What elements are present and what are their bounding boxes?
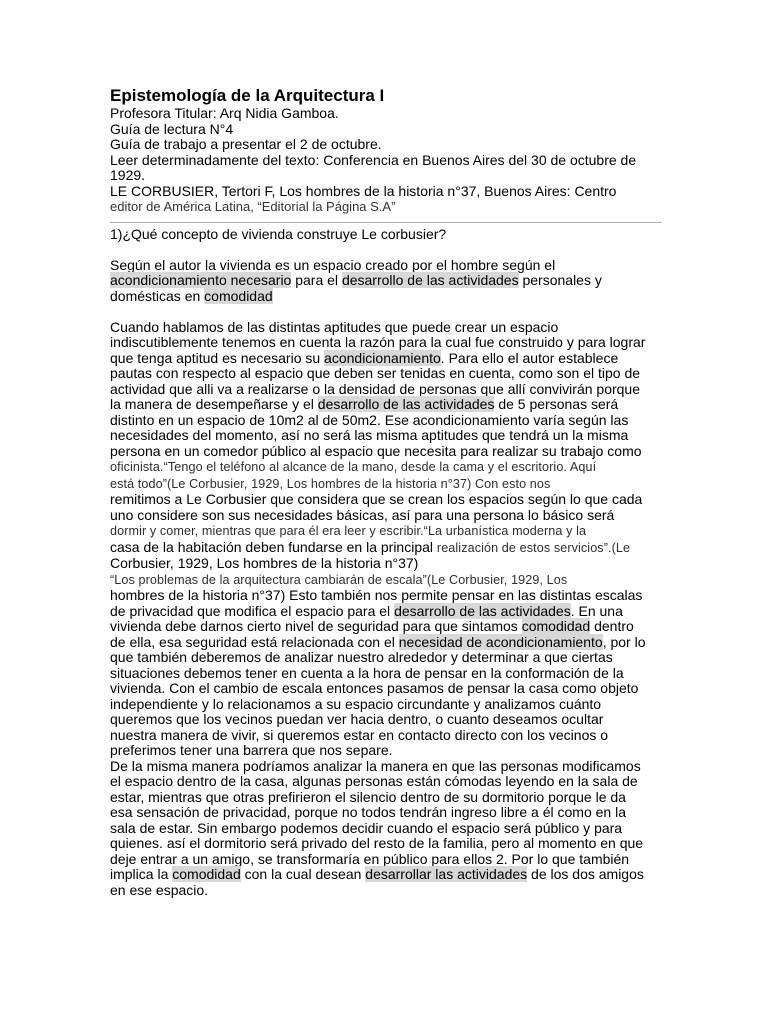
text-segment: casa de la habitación deben fundarse en la principal: [110, 538, 437, 555]
text-segment: persona en un comedor público al espacio que necesita para realizar su trabajo como: [110, 442, 642, 459]
text-segment: Según el autor la vivienda es un espacio creado por el hombre según el: [110, 256, 556, 273]
header-block: [110, 106, 662, 215]
text-line: [110, 413, 662, 429]
highlighted-phrase: desarrollo de las actividades: [317, 396, 495, 412]
question-text: 1)¿Qué concepto de vivienda construye Le corbusier?: [110, 225, 447, 242]
text-line: [110, 805, 662, 821]
text-segment: con la cual desean: [240, 866, 366, 882]
text-line: [110, 273, 662, 289]
header-line: Profesora Titular: Arq Nidia Gamboa.: [110, 105, 339, 121]
text-segment: implica la: [110, 866, 173, 882]
text-segment: personales y: [518, 272, 602, 288]
document-content: [110, 86, 662, 898]
text-line: [110, 428, 662, 444]
section-divider: [110, 222, 662, 223]
text-segment: indiscutiblemente tenemos en cuenta la razón para la cual fue construido y para lograr: [110, 334, 646, 350]
text-segment: sala de estar. Sin embargo podemos decidir cuando el espacio será público y para: [110, 819, 623, 836]
text-line: [110, 320, 662, 336]
text-line: [110, 492, 662, 508]
text-line: [110, 774, 662, 790]
text-segment: el espacio dentro de la casa, algunas personas están cómodas leyendo en la sala de: [110, 773, 638, 789]
highlighted-phrase: acondicionamiento necesario: [110, 272, 292, 288]
header-line: LE CORBUSIER, Tertori F, Los hombres de la historia n°37, Buenos Aires: Centro: [110, 182, 617, 199]
text-segment: está todo”(Le Corbusier, 1929, Los hombres de la historia n°37) Con esto nos: [110, 476, 551, 491]
text-line: [110, 790, 662, 806]
text-segment: de 5 personas será: [494, 396, 619, 412]
text-line: [110, 540, 662, 557]
text-segment: la manera de desempeñarse y el: [110, 396, 318, 412]
text-segment: realización de estos servicios”.(Le: [436, 540, 631, 555]
paragraph-gap: [110, 304, 662, 320]
text-segment: independiente y lo relacionamos a su espacio circundante y analizamos cuánto: [110, 695, 602, 712]
text-segment: De la misma manera podríamos analizar la manera en que las personas modificamos: [110, 757, 641, 774]
text-segment: queremos que los vecinos puedan ver hacia dentro, o cuanto deseamos ocultar: [110, 711, 604, 727]
text-segment: de los dos amigos: [527, 866, 644, 882]
text-segment: vivienda. Con el cambio de escala entonces pasamos de pensar la casa como objeto: [110, 680, 639, 696]
paragraph-1: [110, 258, 662, 305]
text-segment: esa sensación de privacidad, porque no todos tendrán ingreso libre a él como en la: [110, 804, 626, 820]
header-line: Leer determinadamente del texto: Conferencia en Buenos Aires del 30 de octubre de: [110, 151, 637, 168]
text-segment: actividad que alli va a realizarse o la densidad de personas que allí convivirán porque: [110, 380, 640, 397]
highlighted-phrase: desarrollar las actividades: [365, 866, 528, 882]
text-line: [110, 335, 662, 351]
text-segment: Corbusier, 1929, Los hombres de la historia n°37): [110, 555, 419, 571]
text-segment: nuestra manera de vivir, si queremos estar en contacto directo con los vecinos o: [110, 726, 609, 743]
text-line: [110, 556, 662, 572]
text-segment: remitimos a Le Corbusier que considera que se crean los espacios según lo que cada: [110, 491, 643, 507]
text-segment: estar, mientras que otras prefirieron el silencio dentro de su dormitorio porque le da: [110, 788, 626, 805]
text-line: [110, 759, 662, 775]
text-line: [110, 883, 662, 899]
text-line: [110, 523, 662, 540]
text-segment: necesidades del momento, así no será las misma aptitudes que tendrá un la misma: [110, 427, 629, 443]
text-line: [110, 821, 662, 837]
text-segment: de privacidad que modifica el espacio para el: [110, 602, 395, 619]
text-segment: . Para ello el autor establece: [440, 349, 619, 366]
text-line: [110, 588, 662, 604]
text-line: [110, 444, 662, 460]
highlighted-phrase: desarrollo de las actividades: [341, 272, 519, 288]
text-line: [110, 366, 662, 382]
text-line: [110, 258, 662, 274]
paragraph-gap: [110, 242, 662, 258]
text-segment: “Los problemas de la arquitectura cambiarán de escala”(Le Corbusier, 1929, Los: [110, 572, 568, 587]
text-line: [110, 867, 662, 883]
text-line: [110, 351, 662, 367]
header-line: editor de América Latina, “Editorial la Página S.A”: [110, 199, 396, 214]
text-segment: , por lo: [602, 633, 646, 650]
text-segment: deje entrar a un amigo, se transformaría en público para ellos 2. Por lo que también: [110, 850, 630, 867]
text-segment: dormir y comer, mientras que para él era leer y escribir.“La urbanística moderna y la: [110, 524, 587, 538]
text-segment: hombres de la historia n°37) Esto también nos permite pensar en las distintas escalas: [110, 587, 643, 603]
text-line: [110, 508, 662, 524]
text-line: [110, 619, 662, 635]
text-line: [110, 666, 662, 682]
text-segment: situaciones debemos tener en cuenta a la hora de pensar en la conformación de la: [110, 664, 624, 681]
header-line: 1929.: [110, 167, 146, 183]
text-segment: dentro: [590, 618, 634, 634]
text-segment: domésticas en: [110, 287, 205, 304]
text-line: [110, 712, 662, 728]
highlighted-phrase: comodidad: [172, 866, 241, 882]
text-segment: que tenga aptitud es necesario su: [110, 349, 325, 366]
text-line: [110, 852, 662, 868]
text-segment: quienes. así el dormitorio será privado del resto de la familia, pero al momento en que: [110, 835, 644, 851]
text-segment: vivienda debe darnos cierto nivel de seguridad para que sintamos: [110, 618, 522, 634]
text-segment: pautas con respecto al espacio que deben ser tenidas en cuenta, como son el tipo de: [110, 365, 641, 381]
paragraph-2: [110, 320, 662, 899]
text-segment: para el: [291, 272, 342, 288]
highlighted-phrase: acondicionamiento: [324, 349, 441, 366]
text-line: [110, 743, 662, 759]
text-line: [110, 604, 662, 620]
text-line: [110, 476, 662, 493]
text-line: [110, 836, 662, 852]
highlighted-phrase: comodidad: [204, 287, 273, 304]
text-line: [110, 650, 662, 666]
text-segment: en ese espacio.: [110, 881, 209, 898]
text-line: [110, 572, 662, 589]
text-segment: de ella, esa seguridad está relacionada con el: [110, 633, 399, 650]
highlighted-phrase: comodidad: [521, 618, 591, 634]
text-segment: Cuando hablamos de las distintas aptitudes que puede crear un espacio: [110, 318, 559, 335]
text-line: [110, 697, 662, 713]
text-segment: que también deberemos de analizar nuestro alrededor y determinar a que ciertas: [110, 649, 613, 665]
text-segment: uno considere son sus necesidades básicas, así para una persona lo básico será: [110, 506, 615, 523]
text-line: [110, 459, 662, 476]
text-line: [110, 397, 662, 413]
highlighted-phrase: desarrollo de las actividades: [394, 602, 571, 619]
text-segment: distinto en un espacio de 10m2 al de 50m2. Ese acondicionamiento varía según las: [110, 411, 629, 428]
text-segment: . En una: [570, 602, 623, 619]
text-line: [110, 635, 662, 651]
text-line: [110, 728, 662, 744]
document-title: Epistemología de la Arquitectura I: [110, 86, 385, 105]
header-line: Guía de lectura N°4: [110, 120, 234, 137]
text-line: [110, 382, 662, 398]
highlighted-phrase: necesidad de acondicionamiento: [398, 633, 603, 650]
text-line: [110, 289, 662, 305]
text-segment: oficinista.“Tengo el teléfono al alcance de la mano, desde la cama y el escritorio. Aquí: [110, 460, 597, 474]
text-segment: preferimos tener una barrera que nos separe.: [110, 742, 393, 758]
header-line: Guía de trabajo a presentar el 2 de octubre.: [110, 136, 382, 152]
text-line: [110, 681, 662, 697]
